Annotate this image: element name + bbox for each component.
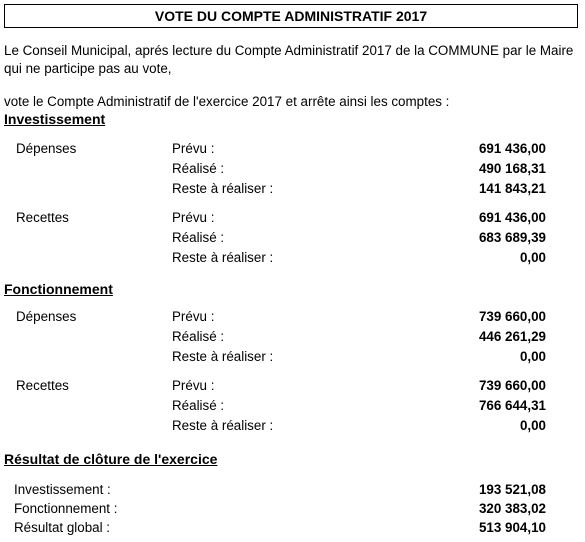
inv-depenses-prevu-value: 691 436,00 (478, 141, 546, 156)
fonc-recettes-prevu-label: Prévu : (172, 378, 215, 393)
fonc-depenses-reste-value: 0,00 (519, 349, 546, 364)
fonc-depenses-reste-label: Reste à réaliser : (172, 349, 274, 364)
inv-recettes-realise-value: 683 689,39 (478, 230, 546, 245)
inv-recettes-realise-label: Réalisé : (172, 230, 225, 245)
section-heading-resultat: Résultat de clôture de l'exercice (4, 451, 218, 467)
document-title: VOTE DU COMPTE ADMINISTRATIF 2017 (154, 8, 428, 24)
fonc-recettes-prevu-value: 739 660,00 (478, 378, 546, 393)
inv-depenses-realise-label: Réalisé : (172, 161, 225, 176)
section-heading-fonctionnement: Fonctionnement (4, 281, 113, 297)
fonc-depenses-realise-row (0, 329, 585, 349)
inv-recettes-reste-label: Reste à réaliser : (172, 250, 274, 265)
resultat-investissement-row (0, 482, 585, 502)
inv-depenses-prevu-row (0, 141, 585, 161)
resultat-global-label: Résultat global : (14, 520, 111, 535)
inv-depenses-reste-value: 141 843,21 (478, 181, 546, 196)
resultat-fonctionnement-value: 320 383,02 (478, 501, 546, 516)
fonc-recettes-realise-row (0, 398, 585, 418)
inv-recettes-reste-row (0, 250, 585, 270)
inv-depenses-label: Dépenses (16, 141, 77, 156)
fonc-recettes-prevu-row (0, 378, 585, 398)
fonc-recettes-label: Recettes (16, 378, 69, 393)
document-title-box (4, 4, 578, 28)
resultat-investissement-value: 193 521,08 (478, 482, 546, 497)
fonc-depenses-prevu-value: 739 660,00 (478, 309, 546, 324)
fonc-depenses-label: Dépenses (16, 309, 77, 324)
resultat-fonctionnement-label: Fonctionnement : (14, 501, 118, 516)
inv-recettes-prevu-value: 691 436,00 (478, 210, 546, 225)
inv-recettes-reste-value: 0,00 (519, 250, 546, 265)
fonc-depenses-realise-label: Réalisé : (172, 329, 225, 344)
fonc-depenses-reste-row (0, 349, 585, 369)
resultat-global-row (0, 520, 585, 540)
inv-depenses-realise-row (0, 161, 585, 181)
inv-recettes-prevu-row (0, 210, 585, 230)
fonc-recettes-realise-value: 766 644,31 (478, 398, 546, 413)
intro-paragraph: Le Conseil Municipal, aprés lecture du Compte Administratif 2017 de la COMMUNE par le Maire qui ne participe pas au vote, (4, 43, 574, 76)
inv-recettes-prevu-label: Prévu : (172, 210, 215, 225)
resultat-fonctionnement-row (0, 501, 585, 521)
section-heading-investissement: Investissement (4, 111, 106, 127)
fonc-recettes-reste-value: 0,00 (519, 418, 546, 433)
inv-recettes-label: Recettes (16, 210, 69, 225)
fonc-depenses-prevu-row (0, 309, 585, 329)
inv-depenses-realise-value: 490 168,31 (478, 161, 546, 176)
fonc-recettes-realise-label: Réalisé : (172, 398, 225, 413)
fonc-recettes-reste-row (0, 418, 585, 438)
resultat-global-value: 513 904,10 (478, 520, 546, 535)
fonc-depenses-realise-value: 446 261,29 (478, 329, 546, 344)
resultat-investissement-label: Investissement : (14, 482, 111, 497)
inv-depenses-reste-row (0, 181, 585, 201)
fonc-depenses-prevu-label: Prévu : (172, 309, 215, 324)
fonc-recettes-reste-label: Reste à réaliser : (172, 418, 274, 433)
inv-depenses-prevu-label: Prévu : (172, 141, 215, 156)
inv-recettes-realise-row (0, 230, 585, 250)
inv-depenses-reste-label: Reste à réaliser : (172, 181, 274, 196)
vote-statement: vote le Compte Administratif de l'exercice 2017 et arrête ainsi les comptes : (4, 94, 450, 109)
